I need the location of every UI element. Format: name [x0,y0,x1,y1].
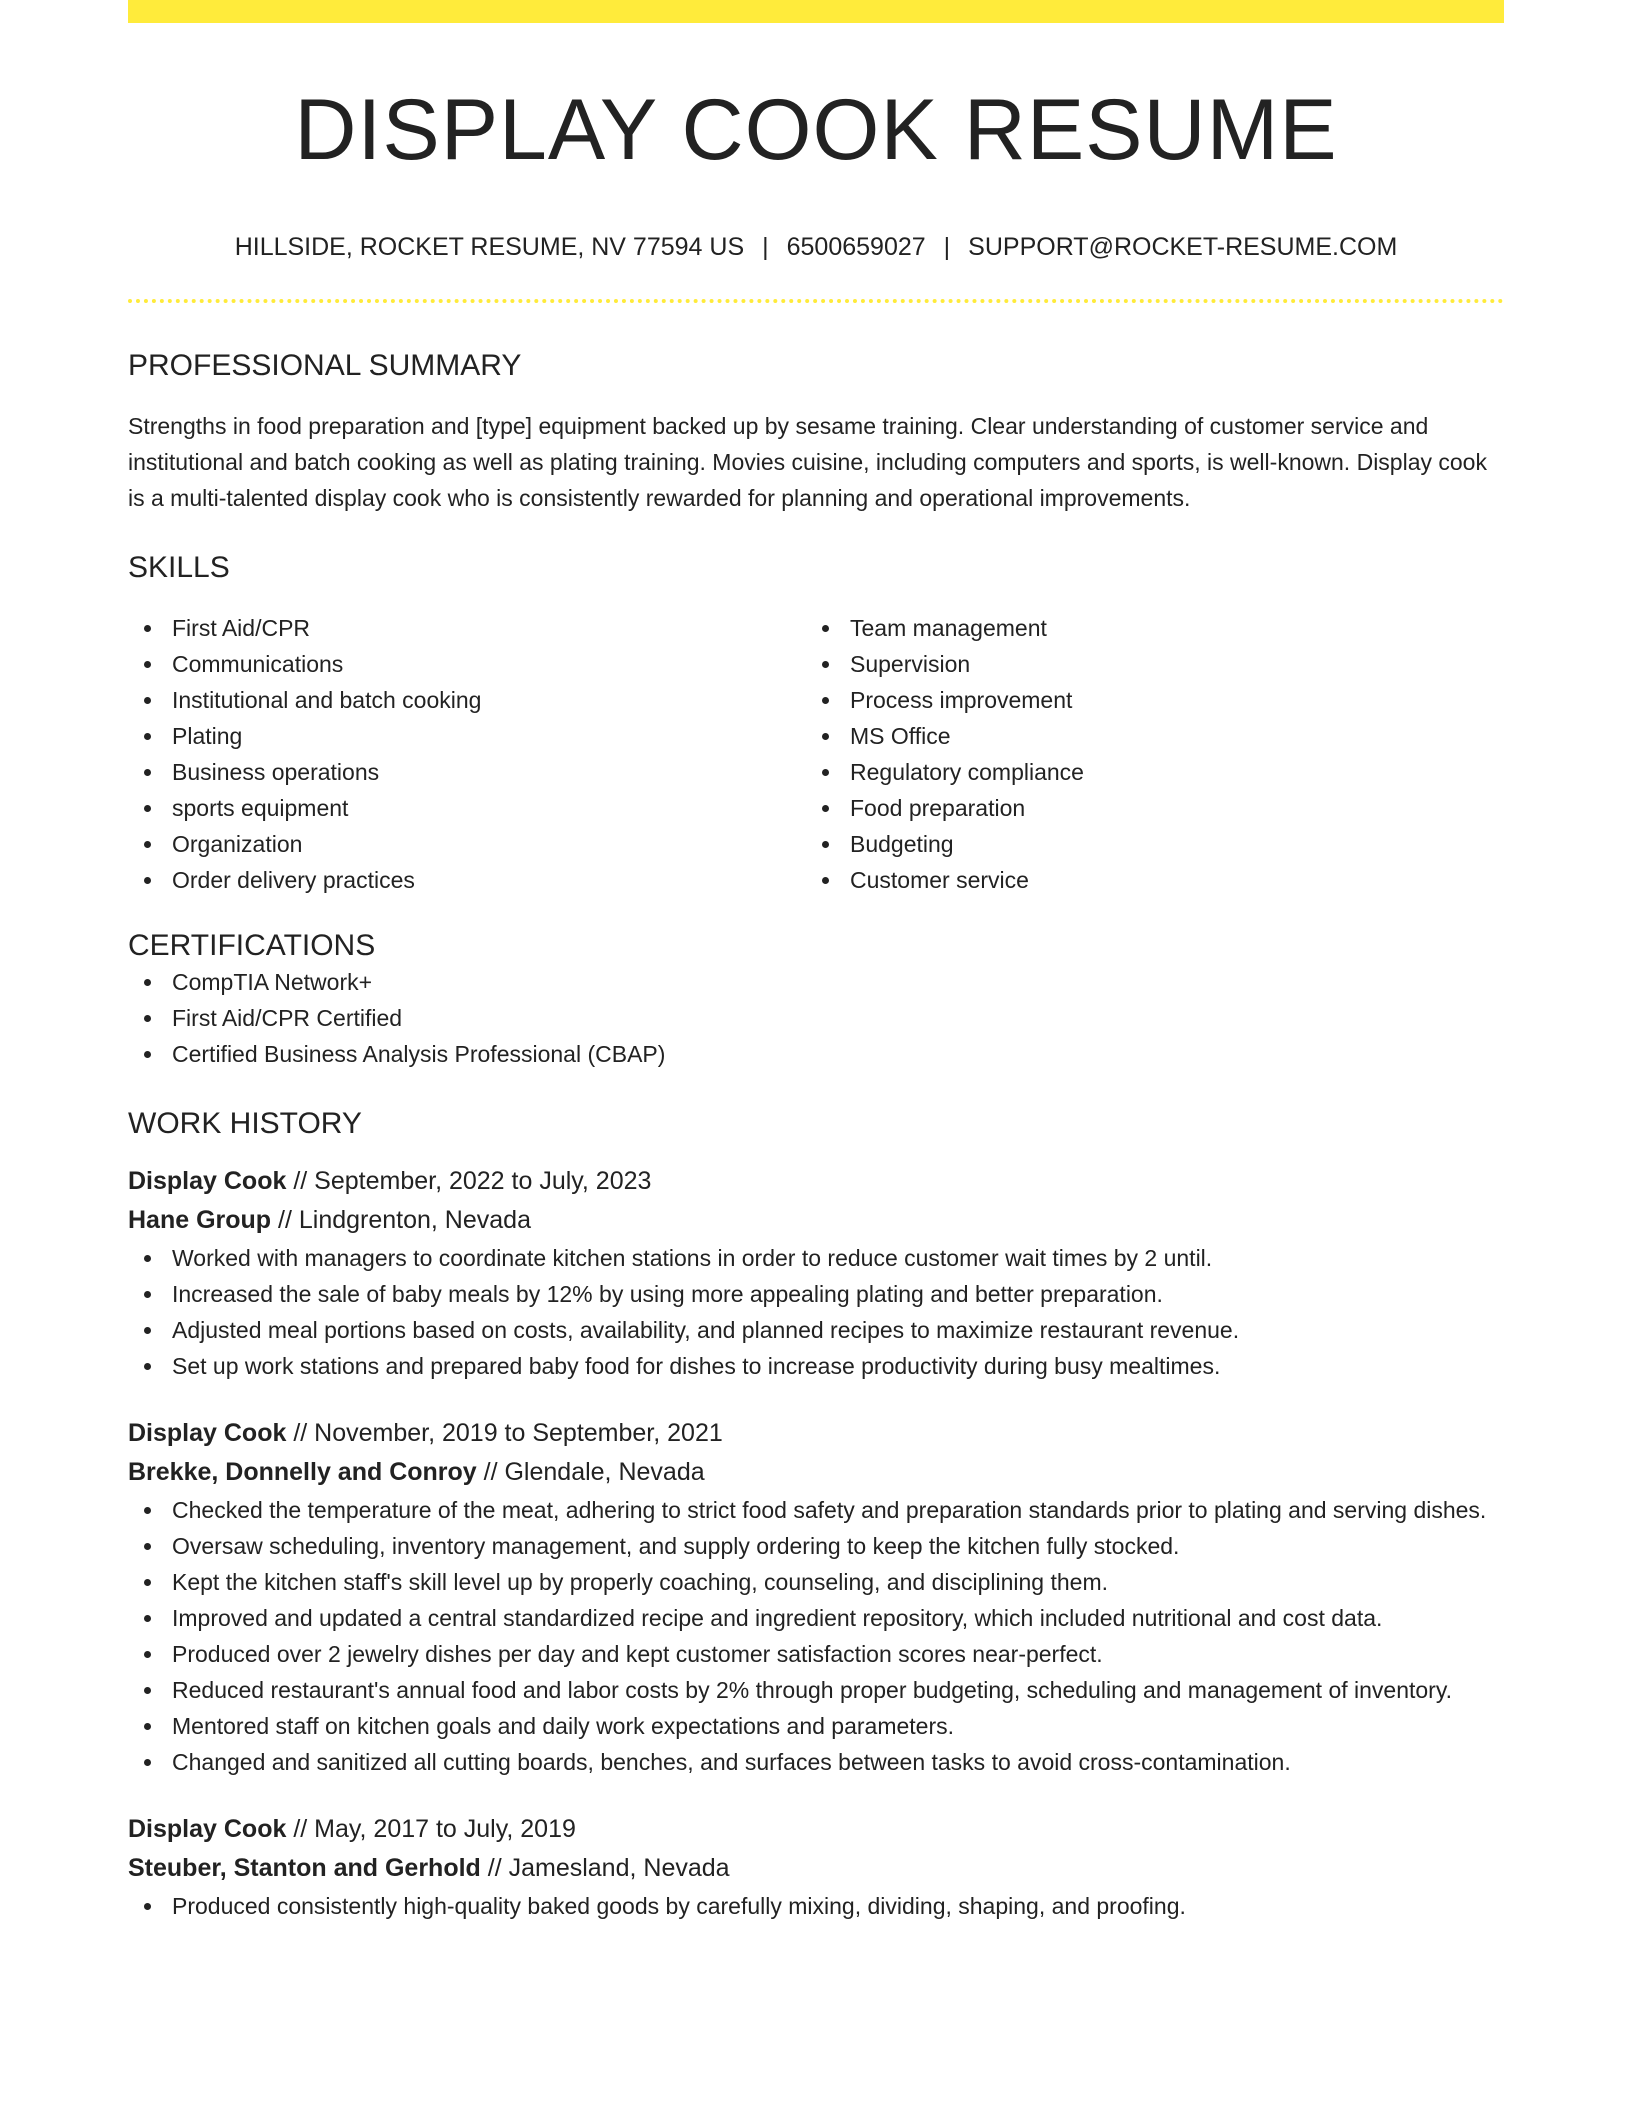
bullet-icon [144,979,151,986]
skill-item: Supervision [806,646,1484,682]
bullet-icon [822,877,829,884]
job-bullet: Changed and sanitized all cutting boards, benches, and surfaces between tasks to avoid cross-contamination. [128,1744,1504,1780]
bullet-icon [144,1291,151,1298]
bullet-icon [144,1651,151,1658]
resume-page [128,0,1504,1924]
skill-item: Regulatory compliance [806,754,1484,790]
bullet-icon [144,1255,151,1262]
job-bullet: Reduced restaurant's annual food and labor costs by 2% through proper budgeting, scheduling and management of inventory. [128,1672,1504,1708]
bullet-icon [144,769,151,776]
job-role: Display Cook [128,1418,287,1447]
bullet-icon [144,1543,151,1550]
skills-heading: SKILLS [128,550,230,584]
skills-list-left [128,610,806,898]
skill-item: Team management [806,610,1484,646]
skill-item: Business operations [128,754,806,790]
job-bullet: Improved and updated a central standardized recipe and ingredient repository, which included nutritional and cost data. [128,1600,1504,1636]
skill-item: Process improvement [806,682,1484,718]
bullet-icon [144,1051,151,1058]
job-bullet: Increased the sale of baby meals by 12% by using more appealing plating and better preparation. [128,1276,1504,1312]
contact-email: SUPPORT@ROCKET-RESUME.COM [968,232,1398,261]
bullet-icon [144,1507,151,1514]
certification-item: First Aid/CPR Certified [128,1000,1504,1036]
summary-heading: PROFESSIONAL SUMMARY [128,348,522,382]
bullet-icon [822,841,829,848]
job-role: Display Cook [128,1814,287,1843]
job-bullet: Kept the kitchen staff's skill level up by properly coaching, counseling, and disciplining them. [128,1564,1504,1600]
job-bullet: Adjusted meal portions based on costs, availability, and planned recipes to maximize restaurant revenue. [128,1312,1504,1348]
job-company-line [128,1201,1504,1240]
certification-item: CompTIA Network+ [128,964,1504,1000]
skills-grid [128,610,1504,898]
skills-column-left [128,610,806,898]
skill-item: First Aid/CPR [128,610,806,646]
skill-item: Customer service [806,862,1484,898]
job-company: Hane Group [128,1205,272,1234]
summary-text: Strengths in food preparation and [type] equipment backed up by sesame training. Clear understanding of customer service and institutional and batch cooking as well as plating training. Movies cuisine, including computers and sports, is well-known. Display cook is a multi-talented display cook who is consistently rewarded for planning and operational improvements. [128,412,1487,511]
skill-item: Organization [128,826,806,862]
bullet-icon [144,1903,151,1910]
bullet-icon [144,697,151,704]
skill-item: Food preparation [806,790,1484,826]
job-entry [128,1414,1504,1780]
job-bullet: Oversaw scheduling, inventory management, and supply ordering to keep the kitchen fully stocked. [128,1528,1504,1564]
bullet-icon [144,1687,151,1694]
job-entry [128,1162,1504,1384]
bullet-icon [144,1759,151,1766]
job-bullet: Mentored staff on kitchen goals and daily work expectations and parameters. [128,1708,1504,1744]
bullet-icon [144,1015,151,1022]
bullet-icon [144,1723,151,1730]
skills-list-right [806,610,1484,898]
resume-title: DISPLAY COOK RESUME [294,82,1338,178]
bullet-icon [822,625,829,632]
contact-phone: 6500659027 [786,232,926,261]
bullet-icon [144,661,151,668]
contact-line [128,232,1504,262]
bullet-icon [144,733,151,740]
job-location: // Lindgrenton, Nevada [271,1205,531,1234]
bullet-icon [822,805,829,812]
job-bullet: Produced over 2 jewelry dishes per day and kept customer satisfaction scores near-perfect. [128,1636,1504,1672]
contact-separator: | [943,232,951,261]
bullet-icon [144,625,151,632]
skill-item: sports equipment [128,790,806,826]
dotted-divider [128,299,1504,303]
job-entry [128,1810,1504,1924]
bullet-icon [822,733,829,740]
job-bullet: Worked with managers to coordinate kitchen stations in order to reduce customer wait times by 2 until. [128,1240,1504,1276]
skill-item: Order delivery practices [128,862,806,898]
skill-item: Communications [128,646,806,682]
skill-item: MS Office [806,718,1484,754]
certifications-list [128,964,1504,1072]
job-title-line [128,1414,1504,1453]
job-title-line [128,1810,1504,1849]
job-bullets [128,1888,1504,1924]
job-company: Steuber, Stanton and Gerhold [128,1853,481,1882]
bullet-icon [144,1363,151,1370]
contact-address: HILLSIDE, ROCKET RESUME, NV 77594 US [234,232,745,261]
contact-separator: | [762,232,769,261]
job-role: Display Cook [128,1166,287,1195]
skill-item: Plating [128,718,806,754]
bullet-icon [144,1579,151,1586]
bullet-icon [144,841,151,848]
skills-column-right [806,610,1484,898]
bullet-icon [144,1615,151,1622]
certification-item: Certified Business Analysis Professional (CBAP) [128,1036,1504,1072]
job-dates: // May, 2017 to July, 2019 [286,1814,576,1843]
bullet-icon [144,805,151,812]
bullet-icon [144,1327,151,1334]
job-title-line [128,1162,1504,1201]
accent-top-bar [128,0,1504,23]
skill-item: Budgeting [806,826,1484,862]
job-bullet: Set up work stations and prepared baby food for dishes to increase productivity during busy mealtimes. [128,1348,1504,1384]
job-bullets [128,1492,1504,1780]
skill-item: Institutional and batch cooking [128,682,806,718]
job-dates: // September, 2022 to July, 2023 [286,1166,652,1195]
job-company-line [128,1849,1504,1888]
bullet-icon [144,877,151,884]
job-company: Brekke, Donnelly and Conroy [128,1457,477,1486]
bullet-icon [822,769,829,776]
bullet-icon [822,661,829,668]
job-bullets [128,1240,1504,1384]
job-location: // Jamesland, Nevada [480,1853,730,1882]
work-history-heading: WORK HISTORY [128,1106,362,1140]
job-bullet: Produced consistently high-quality baked goods by carefully mixing, dividing, shaping, and proofing. [128,1888,1504,1924]
job-location: // Glendale, Nevada [476,1457,705,1486]
bullet-icon [822,697,829,704]
job-dates: // November, 2019 to September, 2021 [286,1418,723,1447]
job-bullet: Checked the temperature of the meat, adhering to strict food safety and preparation standards prior to plating and serving dishes. [128,1492,1504,1528]
job-company-line [128,1453,1504,1492]
certifications-heading: CERTIFICATIONS [128,928,376,962]
